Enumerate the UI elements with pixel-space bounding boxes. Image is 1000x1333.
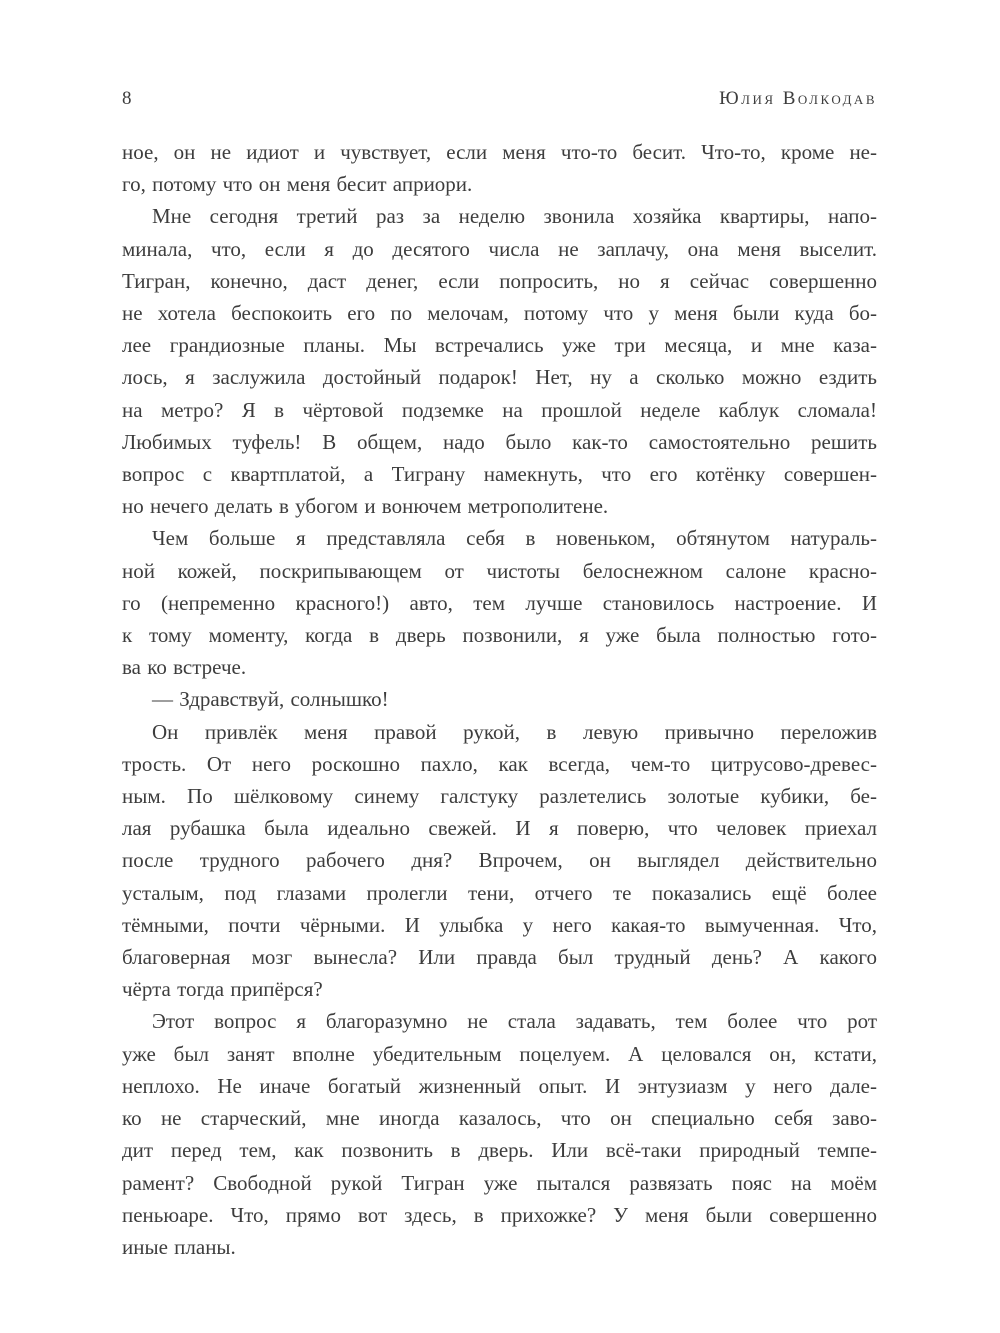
text-line: го, потому что он меня бесит априори.: [122, 172, 473, 197]
paragraph: [122, 136, 877, 200]
text-line: трость. От него роскошно пахло, как всегда, чем-то цитрусово-древес-: [122, 751, 877, 776]
text-line: рамент? Свободной рукой Тигран уже пытался развязать пояс на моём: [122, 1170, 877, 1195]
paragraph: [122, 200, 877, 522]
author-name: Юлия Волкодав: [719, 88, 877, 109]
text-line: уже был занят вполне убедительным поцелуем. А целовался он, кстати,: [122, 1041, 877, 1066]
text-line: минала, что, если я до десятого числа не заплачу, она меня выселит.: [122, 236, 877, 261]
text-line: лая рубашка была идеально свежей. И я поверю, что человек приехал: [122, 816, 877, 841]
text-line: дит перед тем, как позвонить в дверь. Или всё-таки природный темпе-: [122, 1138, 877, 1163]
text-line: — Здравствуй, солнышко!: [152, 687, 389, 712]
text-line: ным. По шёлковому синему галстуку разлетелись золотые кубики, бе-: [122, 784, 877, 809]
text-line: пеньюаре. Что, прямо вот здесь, в прихожке? У меня были совершенно: [122, 1202, 877, 1227]
text-line: Тигран, конечно, даст денег, если попросить, но я сейчас совершенно: [122, 268, 877, 293]
text-line: тёмными, почти чёрными. И улыбка у него какая-то вымученная. Что,: [122, 912, 877, 937]
text-line: Любимых туфель! В общем, надо было как-то самостоятельно решить: [122, 429, 877, 454]
text-line: иные планы.: [122, 1234, 236, 1259]
text-line: к тому моменту, когда в дверь позвонили, я уже была полностью гото-: [122, 623, 877, 648]
text-line: Этот вопрос я благоразумно не стала задавать, тем более что рот: [152, 1009, 877, 1034]
text-line: ко не старческий, мне иногда казалось, что он специально себя заво-: [122, 1106, 877, 1131]
text-line: ное, он не идиот и чувствует, если меня что-то бесит. Что-то, кроме не-: [122, 140, 877, 164]
body-text: [122, 136, 877, 1263]
paragraph: [122, 683, 877, 715]
text-line: ва ко встрече.: [122, 655, 247, 680]
paragraph: [122, 522, 877, 683]
text-line: не хотела беспокоить его по мелочам, потому что у меня были куда бо-: [122, 301, 877, 326]
paragraph: [122, 716, 877, 1006]
text-line: но нечего делать в убогом и вонючем метрополитене.: [122, 494, 609, 519]
text-line: Он привлёк меня правой рукой, в левую привычно переложив: [152, 719, 877, 744]
page-number: 8: [122, 88, 132, 109]
text-line: лее грандиозные планы. Мы встречались уже три месяца, и мне каза-: [122, 333, 877, 358]
text-line: неплохо. Не иначе богатый жизненный опыт. И энтузиазм у него дале-: [122, 1073, 877, 1098]
text-line: вопрос с квартплатой, а Тиграну намекнуть, что его котёнку совершен-: [122, 462, 877, 487]
text-line: Мне сегодня третий раз за неделю звонила хозяйка квартиры, напо-: [152, 204, 877, 229]
text-line: благоверная мозг вынесла? Или правда был трудный день? А какого: [122, 945, 877, 970]
text-line: го (непременно красного!) авто, тем лучше становилось настроение. И: [122, 590, 877, 615]
text-line: на метро? Я в чёртовой подземке на прошлой неделе каблук сломала!: [122, 397, 877, 422]
text-line: чёрта тогда припёрся?: [122, 977, 323, 1002]
text-line: ной кожей, поскрипывающем от чистоты белоснежном салоне красно-: [122, 558, 877, 583]
paragraph: [122, 1005, 877, 1263]
text-line: лось, я заслужила достойный подарок! Нет, ну а сколько можно ездить: [122, 365, 877, 390]
page-header: [122, 88, 877, 110]
text-line: усталым, под глазами пролегли тени, отчего те показались ещё более: [122, 880, 877, 905]
text-line: Чем больше я представляла себя в новеньком, обтянутом натураль-: [152, 526, 877, 551]
text-line: после трудного рабочего дня? Впрочем, он выглядел действительно: [122, 848, 877, 873]
